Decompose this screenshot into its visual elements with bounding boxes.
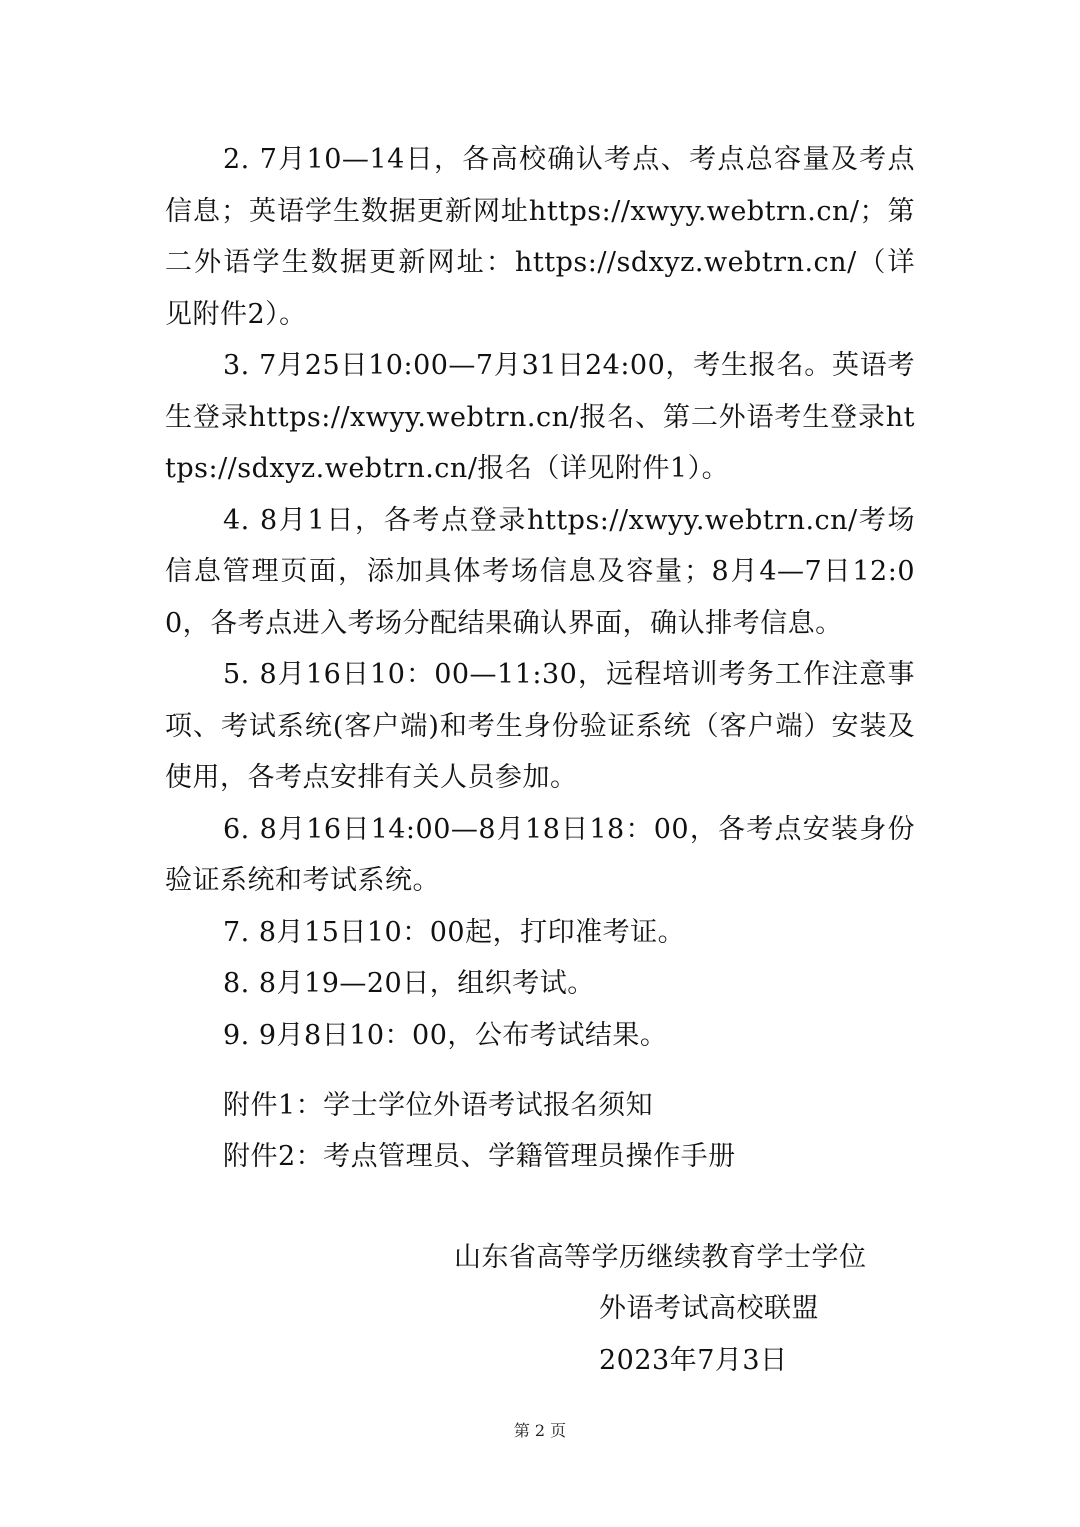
schedule-item-7: 7. 8月15日10：00起，打印准考证。 [223,916,686,948]
notice-body [165,134,915,1061]
schedule-item-2: 2. 7月10—14日，各高校确认考点、考点总容量及考点信息；英语学生数据更新网址https://xwyy.webtrn.cn/；第二外语学生数据更新网址：https://sdxyz.webtrn.cn/（详见附件2）。 [165,144,915,330]
attachment-1: 附件1：学士学位外语考试报名须知 [223,1090,654,1121]
attachment-2: 附件2：考点管理员、学籍管理员操作手册 [223,1141,736,1172]
schedule-item-6: 6. 8月16日14:00—8月18日18：00，各考点安装身份验证系统和考试系统。 [165,813,915,896]
schedule-item-8: 8. 8月19—20日，组织考试。 [223,968,595,999]
schedule-item-9: 9. 9月8日10：00，公布考试结果。 [223,1019,668,1051]
signature-organization-line1: 山东省高等学历继续教育学士学位 [454,1242,867,1273]
page-number: 第 2 页 [513,1421,567,1440]
schedule-item-5: 5. 8月16日10：00—11:30，远程培训考务工作注意事项、考试系统(客户端)和考生身份验证系统（客户端）安装及使用，各考点安排有关人员参加。 [165,659,915,793]
schedule-item-4: 4. 8月1日，各考点登录https://xwyy.webtrn.cn/考场信息管理页面，添加具体考场信息及容量；8月4—7日12:00，各考点进入考场分配结果确认界面，确认排考信息。 [165,504,915,639]
signature-organization-line2: 外语考试高校联盟 [599,1293,819,1324]
attachments-list [223,1080,736,1182]
schedule-item-3: 3. 7月25日10:00—7月31日24:00，考生报名。英语考生登录https://xwyy.webtrn.cn/报名、第二外语考生登录https://sdxyz.webtrn.cn/报名（详见附件1）。 [165,350,915,484]
signature-date: 2023年7月3日 [599,1345,788,1376]
